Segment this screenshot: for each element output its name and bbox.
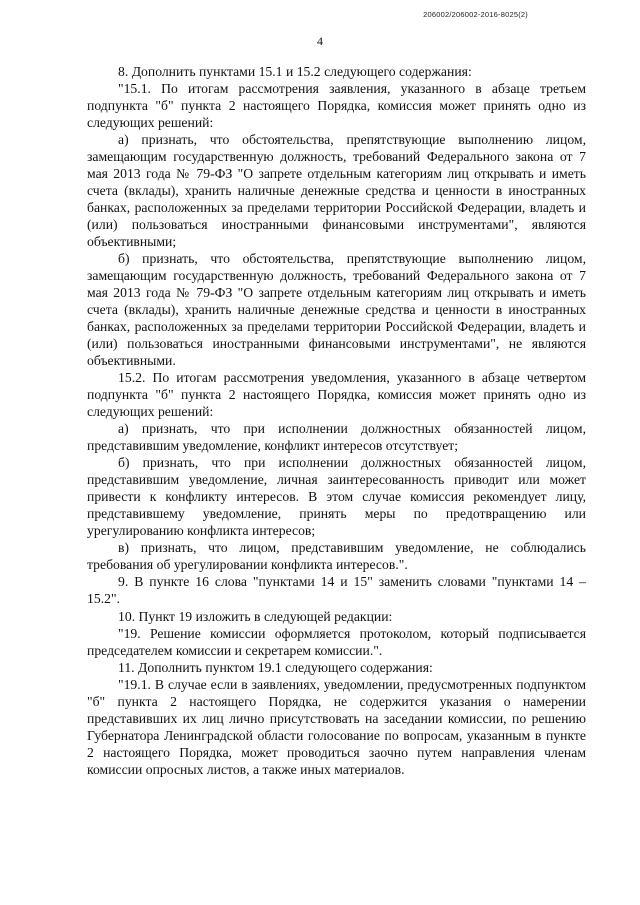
paragraph-15-2-b: б) признать, что при исполнении должностных обязанностей лицом, представившим уведомление, личная заинтересованность приводит или может привести к конфликту интересов. В этом случае комиссия рекомендует лицу, представившему уведомление, принять меры по предотвращению или урегулированию конфликта интересов; bbox=[87, 455, 586, 539]
paragraph-item-8: 8. Дополнить пунктами 15.1 и 15.2 следующего содержания: bbox=[118, 64, 472, 79]
paragraph-19: "19. Решение комиссии оформляется протоколом, который подписывается председателем комиссии и секретарем комиссии.". bbox=[87, 625, 586, 658]
paragraph-15-2-a: а) признать, что при исполнении должностных обязанностей лицом, представившим уведомление, конфликт интересов отсутствует; bbox=[87, 421, 586, 454]
page-number: 4 bbox=[317, 34, 323, 48]
paragraph-15-1-a: а) признать, что обстоятельства, препятствующие выполнению лицом, замещающим государственную должность, требований Федерального закона от 7 мая 2013 года № 79-ФЗ "О запрете отдельным категориям лиц открывать и иметь счета (вклады), хранить наличные денежные средства и ценности в иностранных банках, расположенных за пределами территории Российской Федерации, владеть и (или) пользоваться иностранными финансовыми инструментами", являются объективными; bbox=[87, 132, 586, 250]
paragraph-19-1: "19.1. В случае если в заявлениях, уведомлении, предусмотренных подпунктом "б" пункта 2 настоящего Порядка, не содержится указания о намерении представивших их лиц лично присутствовать на заседании комиссии, по решению Губернатора Ленинградской области голосование по вопросам, указанным в пункте 2 настоящего Порядка, может проводиться заочно путем направления членам комиссии опросных листов, а также иных материалов. bbox=[87, 676, 586, 777]
paragraph-15-2-v: в) признать, что лицом, представившим уведомление, не соблюдались требования об урегулировании конфликта интересов.". bbox=[87, 540, 586, 573]
document-id: 206002/206002-2016-8025(2) bbox=[423, 10, 528, 19]
paragraph-15-2: 15.2. По итогам рассмотрения уведомления, указанного в абзаце четвертом подпункта "б" пункта 2 настоящего Порядка, комиссия может принять одно из следующих решений: bbox=[87, 370, 586, 420]
paragraph-item-9: 9. В пункте 16 слова "пунктами 14 и 15" заменить словами "пунктами 14 – 15.2". bbox=[87, 574, 586, 607]
document-body bbox=[87, 63, 586, 778]
paragraph-item-11: 11. Дополнить пунктом 19.1 следующего содержания: bbox=[118, 659, 433, 675]
paragraph-item-10: 10. Пункт 19 изложить в следующей редакции: bbox=[118, 608, 393, 624]
paragraph-15-1: "15.1. По итогам рассмотрения заявления, указанного в абзаце третьем подпункта "б" пункта 2 настоящего Порядка, комиссия может принять одно из следующих решений: bbox=[87, 81, 586, 131]
paragraph-15-1-b: б) признать, что обстоятельства, препятствующие выполнению лицом, замещающим государственную должность, требований Федерального закона от 7 мая 2013 года № 79-ФЗ "О запрете отдельным категориям лиц открывать и иметь счета (вклады), хранить наличные денежные средства и ценности в иностранных банках, расположенных за пределами территории Российской Федерации, владеть и (или) пользоваться иностранными финансовыми инструментами", не являются объективными. bbox=[87, 251, 586, 369]
